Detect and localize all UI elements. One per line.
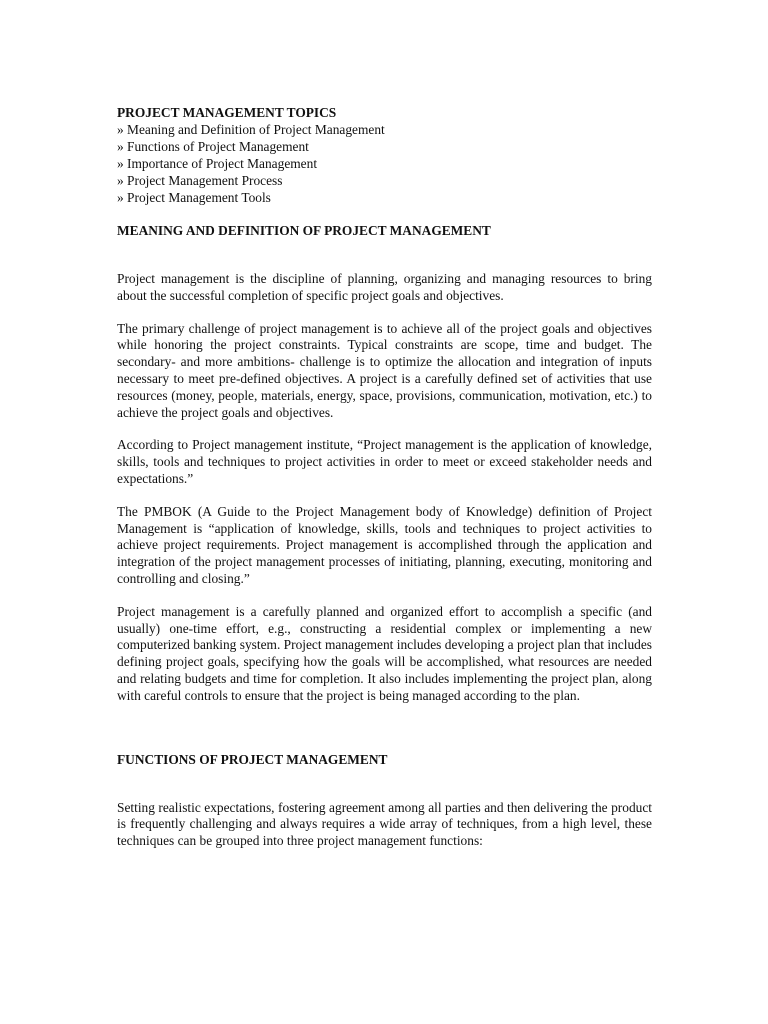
- paragraph: According to Project management institute, “Project management is the application of knowledge, skills, tools and techniques to project activities in order to meet or exceed stakeholder needs and expectations.”: [117, 437, 652, 486]
- topics-list: [117, 121, 652, 206]
- section-heading-functions: FUNCTIONS OF PROJECT MANAGEMENT: [117, 751, 388, 767]
- topic-item: » Functions of Project Management: [117, 139, 309, 154]
- paragraph: Setting realistic expectations, fostering agreement among all parties and then delivering the product is frequently challenging and always requires a wide array of techniques, from a high level, these techniques can be grouped into three project management functions:: [117, 799, 652, 849]
- document-page: [117, 104, 652, 850]
- topic-item: » Importance of Project Management: [117, 156, 318, 171]
- section-heading-meaning: MEANING AND DEFINITION OF PROJECT MANAGEMENT: [117, 223, 491, 238]
- paragraph: Project management is a carefully planned and organized effort to accomplish a specific (and usually) one-time effort, e.g., constructing a residential complex or implementing a new computerized banking system. Project management includes developing a project plan that includes defining project goals, specifying how the goals will be accomplished, what resources are needed and relating budgets and time for completion. It also includes implementing the project plan, along with careful controls to ensure that the project is being managed according to the plan.: [117, 603, 652, 703]
- paragraph: The PMBOK (A Guide to the Project Management body of Knowledge) definition of Project Management is “application of knowledge, skills, tools and techniques to project activities to achieve project requirements. Project management is accomplished through the application and integration of the project management processes of initiating, planning, executing, monitoring and controlling and closing.”: [117, 503, 652, 586]
- topics-heading: PROJECT MANAGEMENT TOPICS: [117, 105, 337, 120]
- topic-item: » Project Management Tools: [117, 190, 271, 205]
- paragraph: The primary challenge of project management is to achieve all of the project goals and objectives while honoring the project constraints. Typical constraints are scope, time and budget. The secondary- and more ambitions- challenge is to optimize the allocation and integration of inputs necessary to meet pre-defined objectives. A project is a carefully defined set of activities that use resources (money, people, materials, energy, space, provisions, communication, motivation, etc.) to achieve the project goals and objectives.: [117, 320, 652, 420]
- paragraph: Project management is the discipline of planning, organizing and managing resources to bring about the successful completion of specific project goals and objectives.: [117, 271, 652, 303]
- topic-item: » Project Management Process: [117, 173, 283, 188]
- topic-item: » Meaning and Definition of Project Management: [117, 122, 385, 137]
